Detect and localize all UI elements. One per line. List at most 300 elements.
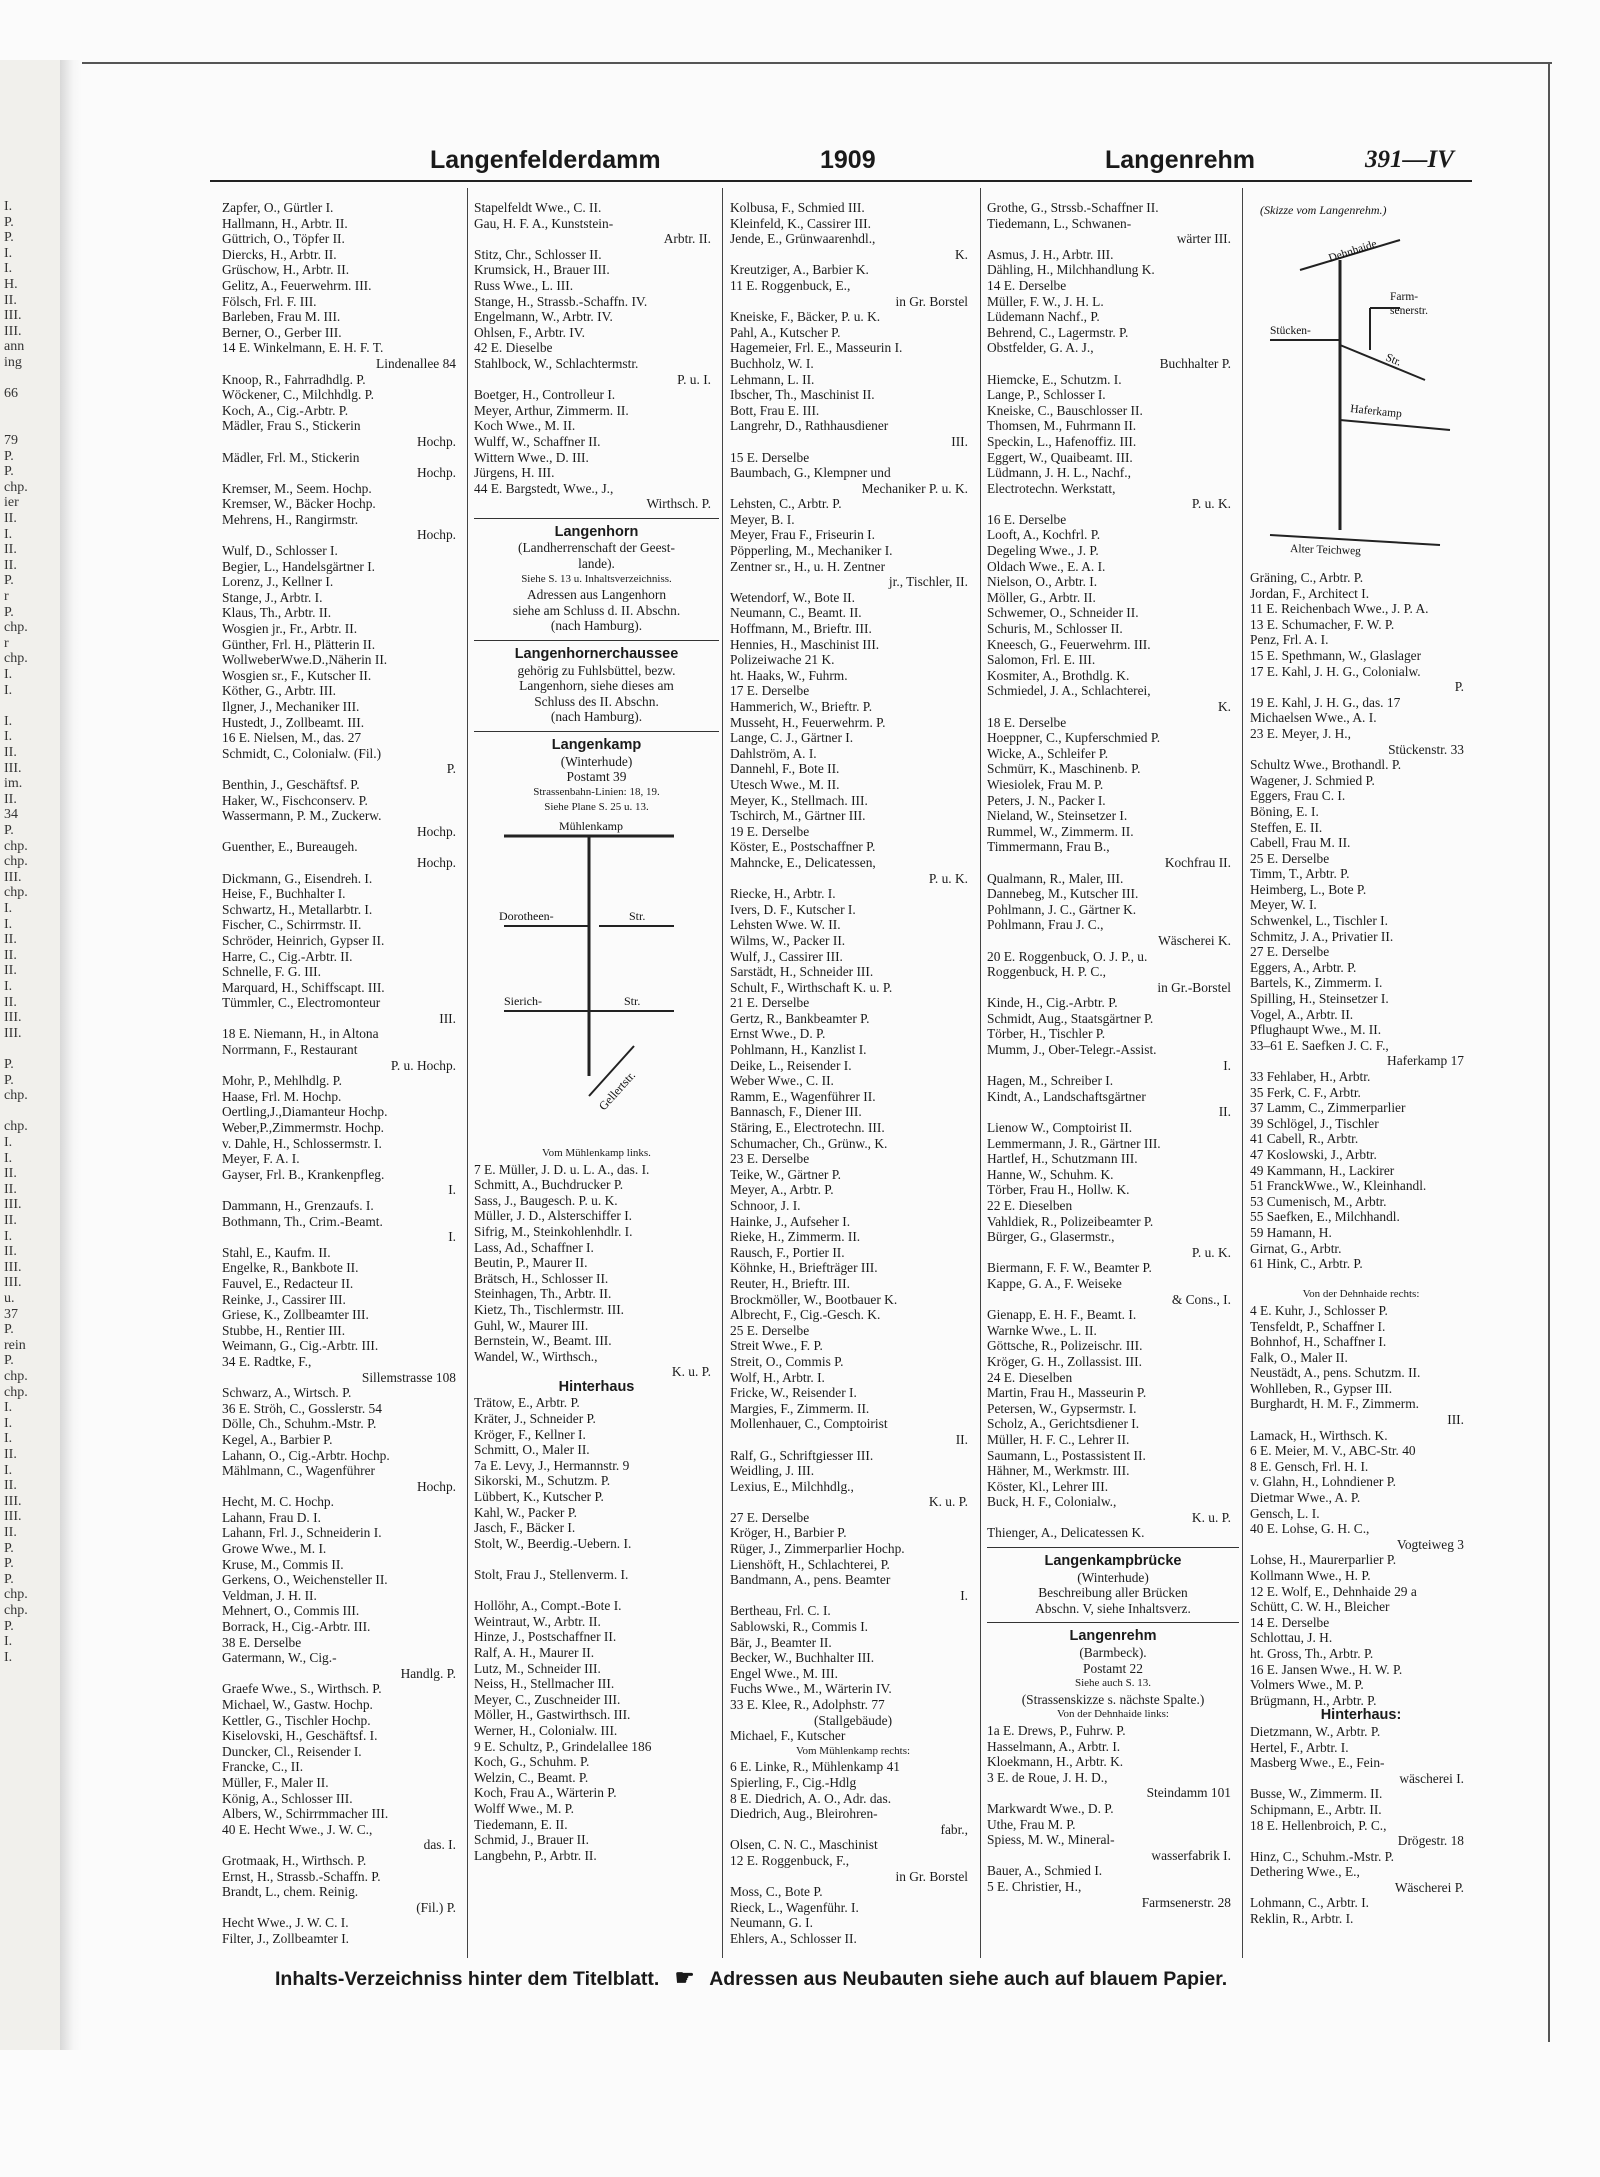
left-page-fragment: II. [4, 1447, 17, 1462]
directory-entry: Kröger, H., Barbier P. [730, 1525, 847, 1541]
directory-entry: Degeling Wwe., J. P. [987, 543, 1099, 559]
directory-entry: Weber,P.,Zimmermstr. Hochp. [222, 1120, 385, 1136]
directory-entry: 25 E. Derselbe [1250, 850, 1330, 866]
left-page-fragment: P. [4, 1540, 14, 1556]
directory-entry: Mollenhauer, C., Comptoirist [730, 1416, 888, 1432]
directory-entry: III. [951, 433, 968, 449]
directory-entry: Stolt, Frau J., Stellenverm. I. [474, 1567, 629, 1582]
directory-entry: Fauvel, E., Redacteur II. [222, 1275, 354, 1291]
directory-entry: 5 E. Christier, H., [987, 1878, 1082, 1894]
directory-entry: Vogteiweg 3 [1396, 1536, 1464, 1552]
directory-entry: Mählmann, C., Wagenführer [222, 1463, 375, 1479]
left-page-fragment: im. [4, 776, 23, 792]
directory-entry: Lindenallee 84 [376, 355, 456, 371]
directory-entry: Steffen, E. II. [1250, 819, 1323, 835]
directory-entry: Ramm, E., Wagenführer II. [730, 1088, 876, 1104]
directory-entry: Wulf, J., Cassirer III. [730, 948, 843, 964]
directory-entry: Schmitt, O., Maler II. [474, 1442, 590, 1458]
directory-entry: Postamt 22 [1083, 1660, 1143, 1676]
left-page-fragment: I. [4, 713, 13, 729]
directory-entry: Kietz, Th., Tischlermstr. III. [474, 1301, 625, 1317]
left-page-fragment: chp. [4, 854, 28, 870]
directory-entry: Kiselovski, H., Geschäftsf. I. [222, 1728, 378, 1744]
directory-entry: 18 E. Niemann, H., in Altona [222, 1026, 379, 1042]
directory-entry: Schnoor, J. I. [730, 1198, 801, 1213]
footer-note [275, 1965, 1227, 1991]
section-rule [474, 640, 719, 641]
directory-entry: Riecke, H., Arbtr. I. [730, 886, 836, 902]
directory-entry: Grothe, G., Strssb.-Schaffner II. [987, 200, 1159, 215]
directory-entry: Gensch, L. I. [1250, 1505, 1320, 1521]
directory-entry: Siehe Plane S. 25 u. 13. [544, 801, 649, 814]
directory-entry: Olsen, C. N. C., Maschinist [730, 1837, 878, 1853]
directory-entry: Lahann, O., Cig.-Arbtr. Hochp. [222, 1447, 390, 1463]
left-page-fragment: II. [4, 932, 17, 948]
column-separator [467, 188, 468, 1958]
header-right-street: Langenrehm [1105, 146, 1256, 174]
left-page-fragment: I. [4, 1400, 13, 1416]
directory-entry: Weimann, G., Cig.-Arbtr. III. [222, 1338, 379, 1354]
directory-entry: Weintraut, W., Arbtr. II. [474, 1613, 601, 1629]
directory-entry: Albers, W., Schirrmmacher III. [222, 1806, 389, 1822]
directory-entry: Müller, J. D., Alsterschiffer I. [474, 1208, 633, 1224]
directory-entry: Kräter, J., Schneider P. [474, 1411, 596, 1427]
directory-entry: Kollmann Wwe., H. P. [1250, 1568, 1371, 1583]
directory-entry: Penz, Frl. A. I. [1250, 632, 1329, 648]
street-label: Sierich- [504, 993, 542, 1008]
street-label: Gellertstr. [595, 1068, 639, 1113]
directory-entry: Neumann, C., Beamt. II. [730, 605, 862, 621]
directory-entry: Strassenbahn-Linien: 18, 19. [533, 785, 660, 798]
directory-entry: Berner, O., Gerber III. [222, 324, 342, 340]
directory-entry: Postamt 39 [566, 769, 627, 785]
street-label: Str. [629, 908, 646, 923]
directory-entry: Koch, A., Cig.-Arbtr. P. [222, 402, 349, 418]
directory-entry: Bartels, K., Zimmerm. I. [1250, 975, 1383, 991]
directory-entry: Gayser, Frl. B., Krankenpfleg. [222, 1166, 385, 1182]
header-rule [210, 180, 1472, 182]
directory-entry: Lutz, M., Schneider III. [474, 1660, 601, 1676]
directory-entry: 1a E. Drews, P., Fuhrw. P. [987, 1723, 1126, 1738]
directory-entry: Eggert, W., Quaibeamt. III. [987, 449, 1133, 465]
left-page-fragment: II. [4, 1525, 17, 1540]
directory-entry: Pöpperling, M., Mechaniker I. [730, 543, 893, 559]
directory-entry: Hecht, M. C. Hochp. [222, 1494, 334, 1510]
directory-entry: 3 E. de Roue, J. H. D., [987, 1769, 1108, 1785]
directory-entry: Gelitz, A., Feuerwehrm. III. [222, 277, 372, 293]
directory-entry: v. Dahle, H., Schlossermstr. I. [222, 1135, 382, 1151]
directory-entry: Schmitt, A., Buchdrucker P. [474, 1177, 624, 1193]
directory-entry: Arbtr. II. [663, 231, 711, 247]
left-page-fragment: II. [4, 994, 17, 1010]
directory-entry: Haker, W., Fischconserv. P. [222, 792, 368, 808]
left-page-fragment: II. [4, 1478, 17, 1494]
street-label: Mühlenkamp [559, 818, 623, 833]
street-label: Alter Teichweg [1289, 543, 1362, 558]
street-label: Farm- [1390, 291, 1419, 303]
section-rule [987, 1547, 1239, 1548]
directory-entry: Lamack, H., Wirthsch. K. [1250, 1427, 1388, 1443]
directory-entry: Stückenstr. 33 [1388, 741, 1464, 757]
directory-entry: Hochp. [416, 854, 456, 870]
directory-entry: Schütt, C. W. H., Bleicher [1250, 1599, 1390, 1615]
directory-entry: Boetger, H., Controlleur I. [474, 387, 616, 403]
directory-entry: König, A., Schlosser III. [222, 1790, 353, 1806]
directory-entry: Dähling, H., Milchhandlung K. [987, 262, 1155, 278]
directory-entry: 16 E. Nielsen, M., das. 27 [222, 730, 362, 746]
section-heading: Langenhornerchaussee [514, 647, 679, 663]
directory-entry: P. u. K. [1191, 1244, 1231, 1260]
left-page-fragment: I. [4, 667, 13, 682]
directory-entry: 12 E. Roggenbuck, F., [730, 1852, 850, 1868]
directory-entry: II. [1218, 1104, 1231, 1120]
directory-entry: Meyer, K., Stellmach. III. [730, 792, 868, 808]
directory-entry: Meyer, B. I. [730, 511, 795, 527]
left-page-fragment: 79 [4, 433, 18, 448]
left-page-fragment: ier [4, 495, 19, 511]
directory-entry: Bott, Frau E. III. [730, 402, 820, 418]
directory-entry: Jende, E., Grünwaarenhdl., [730, 231, 876, 247]
directory-entry: Michaelsen Wwe., A. I. [1250, 710, 1377, 726]
directory-entry: Wulff, W., Schaffner II. [474, 433, 601, 449]
left-page-fragment: chp. [4, 651, 28, 667]
section-rule [987, 1622, 1239, 1623]
directory-entry: (Fil.) P. [416, 1899, 456, 1915]
directory-entry: Growe Wwe., M. I. [222, 1541, 327, 1557]
left-page-fragment: I. [4, 901, 13, 916]
directory-entry: Wassermann, P. M., Zuckerw. [222, 808, 382, 824]
left-page-fragment: I. [4, 1415, 13, 1431]
directory-entry: P. u. I. [677, 371, 711, 387]
directory-entry: Von der Dehnhaide rechts: [1302, 1288, 1420, 1301]
directory-entry: Buck, H. F., Colonialw., [987, 1494, 1117, 1510]
left-page-margin [0, 60, 60, 2050]
section-heading: Hinterhaus [558, 1379, 635, 1395]
directory-entry: Hainke, J., Aufseher I. [730, 1213, 851, 1229]
directory-entry: Albrecht, F., Cig.-Gesch. K. [730, 1307, 881, 1323]
directory-entry: Buchhalter P. [1159, 355, 1231, 371]
directory-entry: (nach Hamburg). [550, 618, 643, 634]
directory-entry: (Stallgebäude) [813, 1712, 893, 1728]
directory-entry: Langenhorn, siehe dieses am [519, 678, 674, 694]
directory-entry: Gau, H. F. A., Kunststein- [474, 215, 614, 231]
directory-entry: I. [448, 1182, 456, 1198]
directory-entry: Kegel, A., Barbier P. [222, 1431, 333, 1447]
directory-entry: Sillemstrasse 108 [361, 1369, 456, 1385]
directory-entry: Ilgner, J., Mechaniker III. [222, 699, 360, 714]
directory-entry: Volmers Wwe., M. P. [1250, 1677, 1364, 1693]
footer-newbuild-note: Adressen aus Neubauten siehe auch auf blauem Papier. [709, 1968, 1228, 1990]
directory-entry: Köther, G., Arbtr. III. [222, 683, 337, 699]
directory-entry: Schmiedel, J. A., Schlachterei, [987, 683, 1151, 699]
directory-entry: Lass, Ad., Schaffner I. [474, 1239, 594, 1255]
directory-entry: Peters, J. N., Packer I. [987, 792, 1106, 808]
section-heading: Langenrehm [1069, 1629, 1157, 1645]
directory-entry: 38 E. Derselbe [222, 1634, 302, 1650]
directory-entry: 33 E. Klee, R., Adolphstr. 77 [730, 1697, 885, 1712]
directory-entry: Tümmler, C., Electromonteur [222, 995, 381, 1011]
directory-entry: Kettler, G., Tischler Hochp. [222, 1712, 371, 1728]
directory-entry: 33–61 E. Saefken J. C. F., [1250, 1037, 1389, 1053]
directory-entry: 55 Saefken, E., Milchhandl. [1250, 1209, 1400, 1225]
directory-entry: 12 E. Wolf, E., Dehnhaide 29 a [1250, 1583, 1417, 1599]
directory-entry: Koch, G., Schuhm. P. [474, 1754, 590, 1770]
left-page-fragment: ing [4, 355, 22, 370]
directory-entry: Cabell, Frau M. II. [1250, 835, 1351, 851]
directory-entry: siehe am Schluss d. II. Abschn. [512, 602, 681, 618]
directory-entry: Lüdmann, J. H. L., Nachf., [987, 465, 1131, 481]
directory-entry: Reuter, H., Brieftr. III. [730, 1275, 850, 1291]
directory-entry: Lienshöft, H., Schlachterei, P. [730, 1556, 890, 1572]
directory-entry: Moss, C., Bote P. [730, 1884, 823, 1900]
directory-entry: Schluss des II. Abschn. [534, 693, 659, 709]
directory-entry: Schipmann, E., Arbtr. II. [1250, 1801, 1382, 1817]
left-page-fragment: II. [4, 745, 17, 760]
directory-entry: Baumbach, G., Klempner und [730, 465, 891, 481]
directory-entry: Spierling, F., Cig.-Hdlg [730, 1774, 857, 1790]
directory-entry: Dölle, Ch., Schuhm.-Mstr. P. [222, 1416, 377, 1432]
left-page-fragment: I. [4, 916, 13, 932]
directory-entry: 9 E. Schultz, P., Grindelallee 186 [474, 1738, 652, 1754]
directory-entry: Pohlmann, Frau J. C., [987, 917, 1104, 933]
left-page-fragment: P. [4, 214, 14, 230]
directory-entry: Wohlleben, R., Gypser III. [1250, 1380, 1393, 1396]
directory-entry: Bohnhof, H., Schaffner I. [1250, 1334, 1387, 1350]
directory-entry: Uthe, Frau M. P. [987, 1816, 1076, 1832]
left-page-fragment: chp. [4, 479, 28, 495]
left-page-fragment: I. [4, 1150, 13, 1166]
directory-entry: K. [954, 246, 968, 262]
directory-entry: 21 E. Derselbe [730, 995, 810, 1011]
directory-entry: 53 Cumenisch, M., Arbtr. [1250, 1193, 1387, 1209]
directory-entry: Müller, F., Maler II. [222, 1774, 329, 1790]
directory-entry: 13 E. Schumacher, F. W. P. [1250, 616, 1395, 632]
left-page-fragment: II. [4, 1244, 17, 1260]
directory-entry: 34 E. Radtke, F., [222, 1353, 312, 1369]
directory-entry: III. [439, 1010, 456, 1026]
directory-entry: Rausch, F., Portier II. [730, 1244, 845, 1260]
directory-entry: Kruse, M., Commis II. [222, 1556, 344, 1572]
directory-entry: 27 E. Derselbe [730, 1509, 810, 1525]
directory-entry: 27 E. Derselbe [1250, 944, 1330, 960]
directory-entry: Petersen, W., Gypsermstr. I. [987, 1400, 1137, 1416]
directory-entry: Möller, G., Arbtr. II. [987, 589, 1096, 605]
directory-entry: Böning, E. I. [1250, 803, 1319, 819]
left-page-fragment: III. [4, 1275, 22, 1291]
directory-entry: Wäscherei K. [1158, 932, 1231, 948]
directory-entry: 18 E. Derselbe [987, 714, 1067, 730]
directory-entry: P. u. Hochp. [390, 1057, 456, 1073]
directory-entry: I. [960, 1587, 968, 1603]
directory-entry: K. u. P. [928, 1494, 968, 1510]
directory-entry: Salomon, Frl. E. III. [987, 652, 1096, 668]
directory-entry: Wosgien jr., Fr., Arbtr. II. [222, 621, 358, 637]
directory-entry: Hammerich, W., Brieftr. P. [730, 699, 873, 714]
directory-entry: Dietmar Wwe., A. P. [1250, 1490, 1361, 1506]
directory-entry [474, 1583, 719, 1599]
directory-entry: in Gr.-Borstel [1157, 979, 1231, 995]
directory-entry: Rüger, J., Zimmerparlier Hochp. [730, 1541, 905, 1557]
street-label: Str. [624, 993, 641, 1008]
directory-entry: Hochp. [416, 1478, 456, 1494]
directory-entry: Hochp. [416, 433, 456, 449]
header-left-street: Langenfelderdamm [430, 146, 661, 174]
directory-entry: Kröger, F., Kellner I. [474, 1426, 586, 1442]
directory-entry: (Winterhude) [1077, 1569, 1149, 1585]
directory-entry: Langrehr, D., Rathhausdiener [730, 418, 889, 434]
directory-entry: Hähner, M., Werkmstr. III. [987, 1463, 1130, 1479]
directory-entry: Jasch, F., Bäcker I. [474, 1520, 576, 1536]
directory-entry: Schwemer, O., Schneider II. [987, 605, 1139, 621]
directory-entry: Hiemcke, E., Schutzm. I. [987, 371, 1122, 387]
directory-entry: Biermann, F. F. W., Beamter P. [987, 1260, 1152, 1276]
left-page-fragment: P. [4, 1618, 14, 1634]
left-page-fragment: 34 [4, 807, 18, 823]
directory-entry: Hagemeier, Frl. E., Masseurin I. [730, 340, 903, 356]
directory-entry: 42 E. Dieselbe [474, 340, 553, 356]
directory-entry: Hertel, F., Arbtr. I. [1250, 1739, 1349, 1755]
directory-entry: Jordan, F., Architect I. [1250, 585, 1370, 601]
directory-entry: Hartlef, H., Schutzmann III. [987, 1151, 1138, 1167]
directory-entry: Reinke, J., Cassirer III. [222, 1291, 346, 1307]
directory-entry: Mechaniker P. u. K. [861, 480, 968, 496]
directory-entry: Wilms, W., Packer II. [730, 932, 846, 948]
left-page-fragment: II. [4, 963, 17, 979]
directory-entry: Stange, J., Arbtr. I. [222, 589, 323, 605]
directory-entry: Stahl, E., Kaufm. II. [222, 1244, 331, 1260]
left-page-fragment: chp. [4, 1119, 28, 1135]
directory-entry: Bernstein, W., Beamt. III. [474, 1333, 612, 1349]
directory-entry: 16 E. Jansen Wwe., H. W. P. [1250, 1661, 1403, 1677]
directory-entry: Kindt, A., Landschaftsgärtner [987, 1088, 1146, 1104]
left-page-fragment: I. [4, 1135, 13, 1150]
right-border [1548, 62, 1550, 2042]
directory-entry: 47 Koslowski, J., Arbtr. [1250, 1146, 1377, 1162]
left-page-fragment: P. [4, 823, 14, 838]
directory-entry: Musseht, H., Feuerwehrm. P. [730, 714, 886, 730]
directory-entry: Schumacher, Ch., Grünw., K. [730, 1135, 888, 1151]
directory-entry: Scholz, A., Gerichtsdiener I. [987, 1416, 1140, 1432]
directory-entry: Mumm, J., Ober-Telegr.-Assist. [987, 1042, 1157, 1058]
left-page-fragment: I. [4, 1431, 13, 1447]
left-page-fragment: chp. [4, 1603, 28, 1618]
directory-entry: Wolff Wwe., M. P. [474, 1800, 574, 1816]
left-page-fragment: chp. [4, 620, 28, 636]
directory-entry: Hecht Wwe., J. W. C. I. [222, 1915, 349, 1931]
directory-entry: Polizeiwache 21 K. [730, 652, 835, 668]
directory-entry: Ernst, H., Strassb.-Schaffn. P. [222, 1868, 381, 1884]
directory-entry: Timm, T., Arbtr. P. [1250, 866, 1350, 882]
directory-entry: (Barmbeck). [1079, 1645, 1147, 1661]
directory-entry: Weidling, J. III. [730, 1463, 815, 1479]
directory-entry: Köster, Kl., Lehrer III. [987, 1478, 1109, 1494]
section-heading: Hinterhaus: [1320, 1708, 1402, 1724]
directory-entry: fabr., [940, 1821, 968, 1837]
left-page-fragment: III. [4, 1259, 22, 1275]
directory-entry: Oertling,J.,Diamanteur Hochp. [222, 1104, 388, 1120]
directory-entry: III. [1447, 1412, 1464, 1428]
directory-entry: Köhnke, H., Briefträger III. [730, 1260, 878, 1276]
left-page-fragment: r [4, 635, 9, 651]
directory-entry: in Gr. Borstel [895, 1868, 968, 1884]
directory-entry: Haase, Frl. M. Hochp. [222, 1088, 342, 1104]
directory-entry: 35 Ferk, C. F., Arbtr. [1250, 1084, 1361, 1100]
directory-entry: Hanne, W., Schuhm. K. [987, 1166, 1114, 1182]
directory-entry: Schnelle, F. G. III. [222, 964, 321, 980]
directory-entry: Dietzmann, W., Arbtr. P. [1250, 1723, 1381, 1739]
directory-entry: 15 E. Derselbe [730, 449, 810, 465]
directory-entry: Meyer, A., Arbtr. P. [730, 1182, 834, 1198]
directory-entry: I. [448, 1229, 456, 1245]
directory-entry: Hinz, C., Schuhm.-Mstr. P. [1250, 1848, 1394, 1864]
directory-entry: Diercks, H., Arbtr. II. [222, 246, 337, 262]
directory-entry: Gräning, C., Arbtr. P. [1250, 570, 1364, 585]
directory-entry: Bertheau, Frl. C. I. [730, 1603, 831, 1619]
directory-entry: Electrotechn. Werkstatt, [987, 480, 1116, 496]
directory-entry: Tensfeldt, P., Schaffner I. [1250, 1318, 1386, 1334]
directory-entry: Ehlers, A., Schlosser II. [730, 1930, 857, 1946]
left-page-fragment: III. [4, 1509, 22, 1525]
directory-entry: Törber, Frau H., Hollw. K. [987, 1182, 1130, 1198]
directory-entry: Obstfelder, G. A. J., [987, 340, 1094, 356]
directory-entry: Engel Wwe., M. III. [730, 1665, 838, 1681]
directory-entry: 8 E. Diedrich, A. O., Adr. das. [730, 1790, 892, 1806]
directory-entry: Neiss, H., Stellmacher III. [474, 1676, 615, 1692]
directory-entry: (nach Hamburg). [550, 709, 643, 725]
directory-entry: Lorenz, J., Kellner I. [222, 574, 334, 590]
page-gutter [60, 60, 82, 2050]
directory-entry: Hallmann, H., Arbtr. II. [222, 215, 348, 231]
directory-entry: Tschirch, M., Gärtner III. [730, 808, 866, 824]
left-page-fragment: II. [4, 791, 17, 807]
directory-entry: Schuris, M., Schlosser II. [987, 621, 1123, 637]
street-label: Str. [1383, 351, 1403, 369]
directory-entry: Lexius, E., Milchhdlg., [730, 1478, 854, 1494]
directory-entry: 17 E. Derselbe [730, 683, 810, 699]
directory-entry: Heimberg, L., Bote P. [1250, 881, 1367, 897]
directory-entry: Lahann, Frl. J., Schneiderin I. [222, 1525, 382, 1541]
directory-entry: Langbehn, P., Arbtr. II. [474, 1847, 597, 1863]
directory-entry: gehörig zu Fuhlsbüttel, bezw. [517, 662, 676, 678]
directory-entry: Dethering Wwe., E., [1250, 1864, 1360, 1880]
directory-entry: Schultz Wwe., Brothandl. P. [1250, 757, 1402, 773]
directory-entry: Kosmiter, A., Brothdlg. K. [987, 667, 1130, 683]
directory-entry: 14 E. Winkelmann, E. H. F. T. [222, 340, 384, 356]
left-page-fragment: III. [4, 1493, 22, 1509]
directory-entry: Beutin, P., Maurer II. [474, 1255, 588, 1271]
directory-entry: 8 E. Gensch, Frl. H. I. [1250, 1458, 1369, 1474]
column-separator [1242, 188, 1243, 1958]
directory-entry: 7a E. Levy, J., Hermannstr. 9 [474, 1457, 630, 1473]
directory-entry: Spiess, M. W., Mineral- [987, 1832, 1115, 1848]
left-page-fragment: rein [4, 1337, 26, 1353]
directory-entry: 23 E. Meyer, J. H., [1250, 725, 1351, 741]
directory-entry: Barleben, Frau M. III. [222, 309, 341, 325]
directory-entry: Filter, J., Zollbeamter I. [222, 1930, 350, 1946]
left-page-fragment: P. [4, 448, 14, 464]
directory-entry: 20 E. Roggenbuck, O. J. P., u. [987, 948, 1148, 964]
directory-entry: Diedrich, Aug., Bleirohren- [730, 1806, 878, 1822]
left-page-fragment: I. [4, 682, 13, 698]
directory-entry: Wetendorf, W., Bote II. [730, 589, 855, 605]
directory-entry: Ernst Wwe., D. P. [730, 1026, 826, 1042]
directory-entry: Martin, Frau H., Masseurin P. [987, 1385, 1147, 1401]
left-page-fragment: P. [4, 1322, 14, 1338]
directory-entry: Müller, H. F. C., Lehrer II. [987, 1431, 1130, 1447]
top-border [82, 62, 1552, 64]
directory-entry: Hennies, H., Maschinist III. [730, 636, 880, 652]
directory-entry: 44 E. Bargstedt, Wwe., J., [474, 480, 614, 496]
